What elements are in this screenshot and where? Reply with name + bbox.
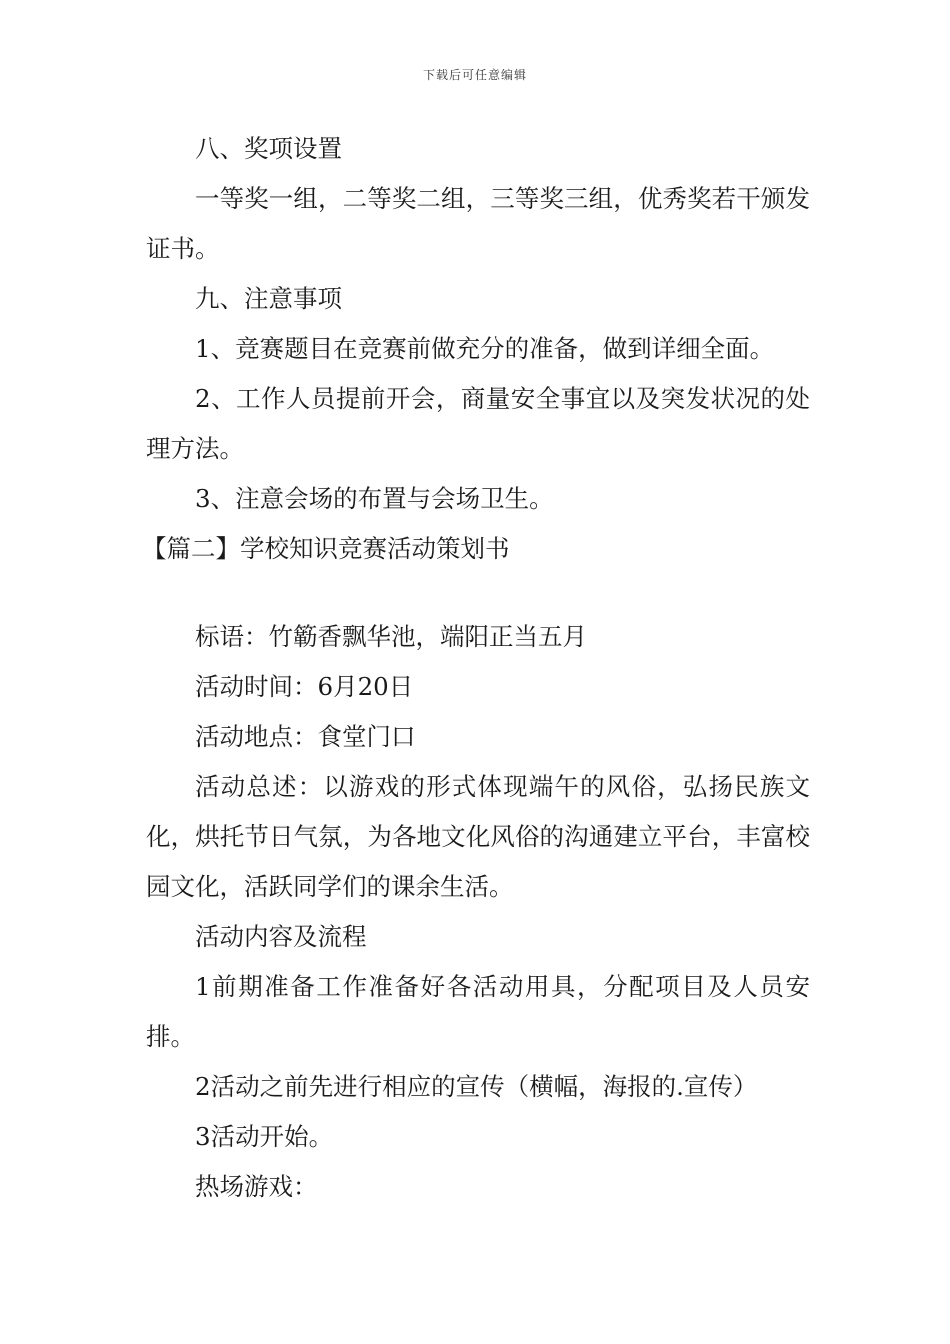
spacer [146, 574, 810, 612]
slogan: 标语：竹簕香飘华池，端阳正当五月 [195, 622, 587, 651]
flow-step-1: 1前期准备工作准备好各活动用具，分配项目及人员安排。 [146, 972, 810, 1051]
note-item-1: 1、竞赛题目在竞赛前做充分的准备，做到详细全面。 [195, 334, 775, 363]
section-title: 【篇二】学校知识竞赛活动策划书 [142, 534, 510, 563]
page-header: 下载后可任意编辑 [422, 68, 527, 82]
heading-awards: 八、奖项设置 [195, 134, 342, 163]
heading-notes: 九、注意事项 [195, 284, 342, 313]
activity-overview: 活动总述：以游戏的形式体现端午的风俗，弘扬民族文化，烘托节日气氛，为各地文化风俗的沟通建立平台，丰富校园文化，活跃同学们的课余生活。 [146, 772, 810, 901]
document-body [142, 124, 810, 1212]
note-item-3: 3、注意会场的布置与会场卫生。 [195, 484, 554, 513]
activity-time: 活动时间：6月20日 [195, 672, 414, 701]
flow-step-3: 3活动开始。 [195, 1122, 334, 1151]
flow-step-2: 2活动之前先进行相应的宣传（横幅，海报的.宣传） [195, 1072, 758, 1101]
heading-activity-content: 活动内容及流程 [195, 922, 367, 951]
warmup-games: 热场游戏： [195, 1172, 318, 1201]
activity-location: 活动地点：食堂门口 [195, 722, 416, 751]
note-item-2: 2、工作人员提前开会，商量安全事宜以及突发状况的处理方法。 [146, 384, 810, 463]
paragraph-awards: 一等奖一组，二等奖二组，三等奖三组，优秀奖若干颁发证书。 [146, 184, 810, 263]
